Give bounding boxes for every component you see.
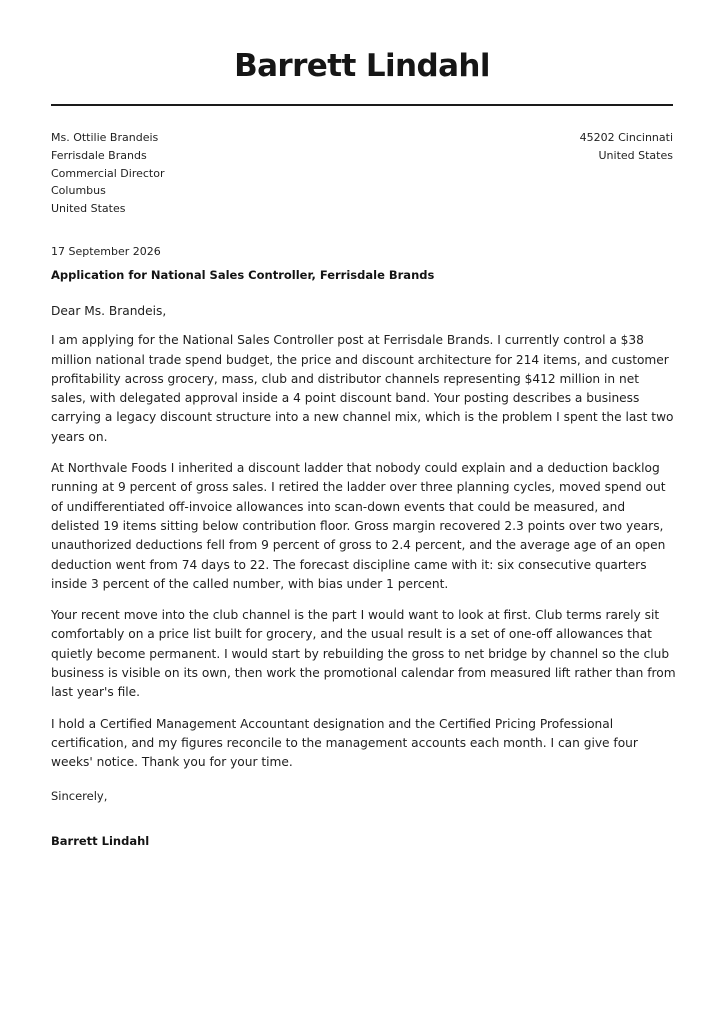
recipient-company: Ferrisdale Brands — [51, 148, 147, 162]
recipient-title: Commercial Director — [51, 166, 165, 180]
applicant-name-heading: Barrett Lindahl — [234, 48, 490, 84]
header-divider — [51, 104, 673, 106]
sender-country: United States — [598, 148, 673, 162]
letter-subject: Application for National Sales Controller, Ferrisdale Brands — [51, 268, 435, 282]
body-paragraph: I hold a Certified Management Accountant designation and the Certified Pricing Professional certification, and my figures reconcile to the management accounts each month. I can give four weeks' notice. Thank you for your time. — [51, 716, 638, 770]
body-paragraph: At Northvale Foods I inherited a discount ladder that nobody could explain and a deduction backlog running at 9 percent of gross sales. I retired the ladder over three planning cycles, moved spend out of undifferentiated off-invoice allowances into scan-down events that could be measured, and delisted 19 items sitting below contribution floor. Gross margin recovered 2.3 points over two years, unauthorized deductions fell from 9 percent of gross to 2.4 percent, and the average age of an open deduction went from 74 days to 22. The forecast discipline came with it: six consecutive quarters inside 3 percent of the called number, with bias under 1 percent. — [51, 461, 666, 591]
sender-address-block — [580, 129, 673, 165]
signature-name: Barrett Lindahl — [51, 834, 150, 848]
closing: Sincerely, — [51, 789, 108, 803]
recipient-city: Columbus — [51, 184, 106, 198]
recipient-address-block — [51, 129, 164, 218]
recipient-country: United States — [51, 202, 126, 216]
body-paragraph: I am applying for the National Sales Controller post at Ferrisdale Brands. I currently control a $38 million national trade spend budget, the price and discount architecture for 214 items, and customer profitability across grocery, mass, club and distributor channels representing $412 million in net sales, with delegated approval inside a 4 point discount band. Your posting describes a business carrying a legacy discount structure into a new channel mix, which is the problem I spent the last two years on. — [51, 333, 674, 444]
recipient-name: Ms. Ottilie Brandeis — [51, 131, 159, 144]
salutation: Dear Ms. Brandeis, — [51, 304, 167, 318]
letter-body — [51, 302, 677, 785]
body-paragraph: Your recent move into the club channel is the part I would want to look at first. Club terms rarely sit comfortably on a price list built for grocery, and the usual result is a set of one-off allowances that quietly become permanent. I would start by rebuilding the gross to net bridge by channel so the club business is visible on its own, then work the promotional calendar from measured lift rather than from last year's file. — [51, 608, 676, 700]
letter-date: 17 September 2026 — [51, 245, 161, 258]
sender-city: 45202 Cincinnati — [579, 131, 673, 144]
